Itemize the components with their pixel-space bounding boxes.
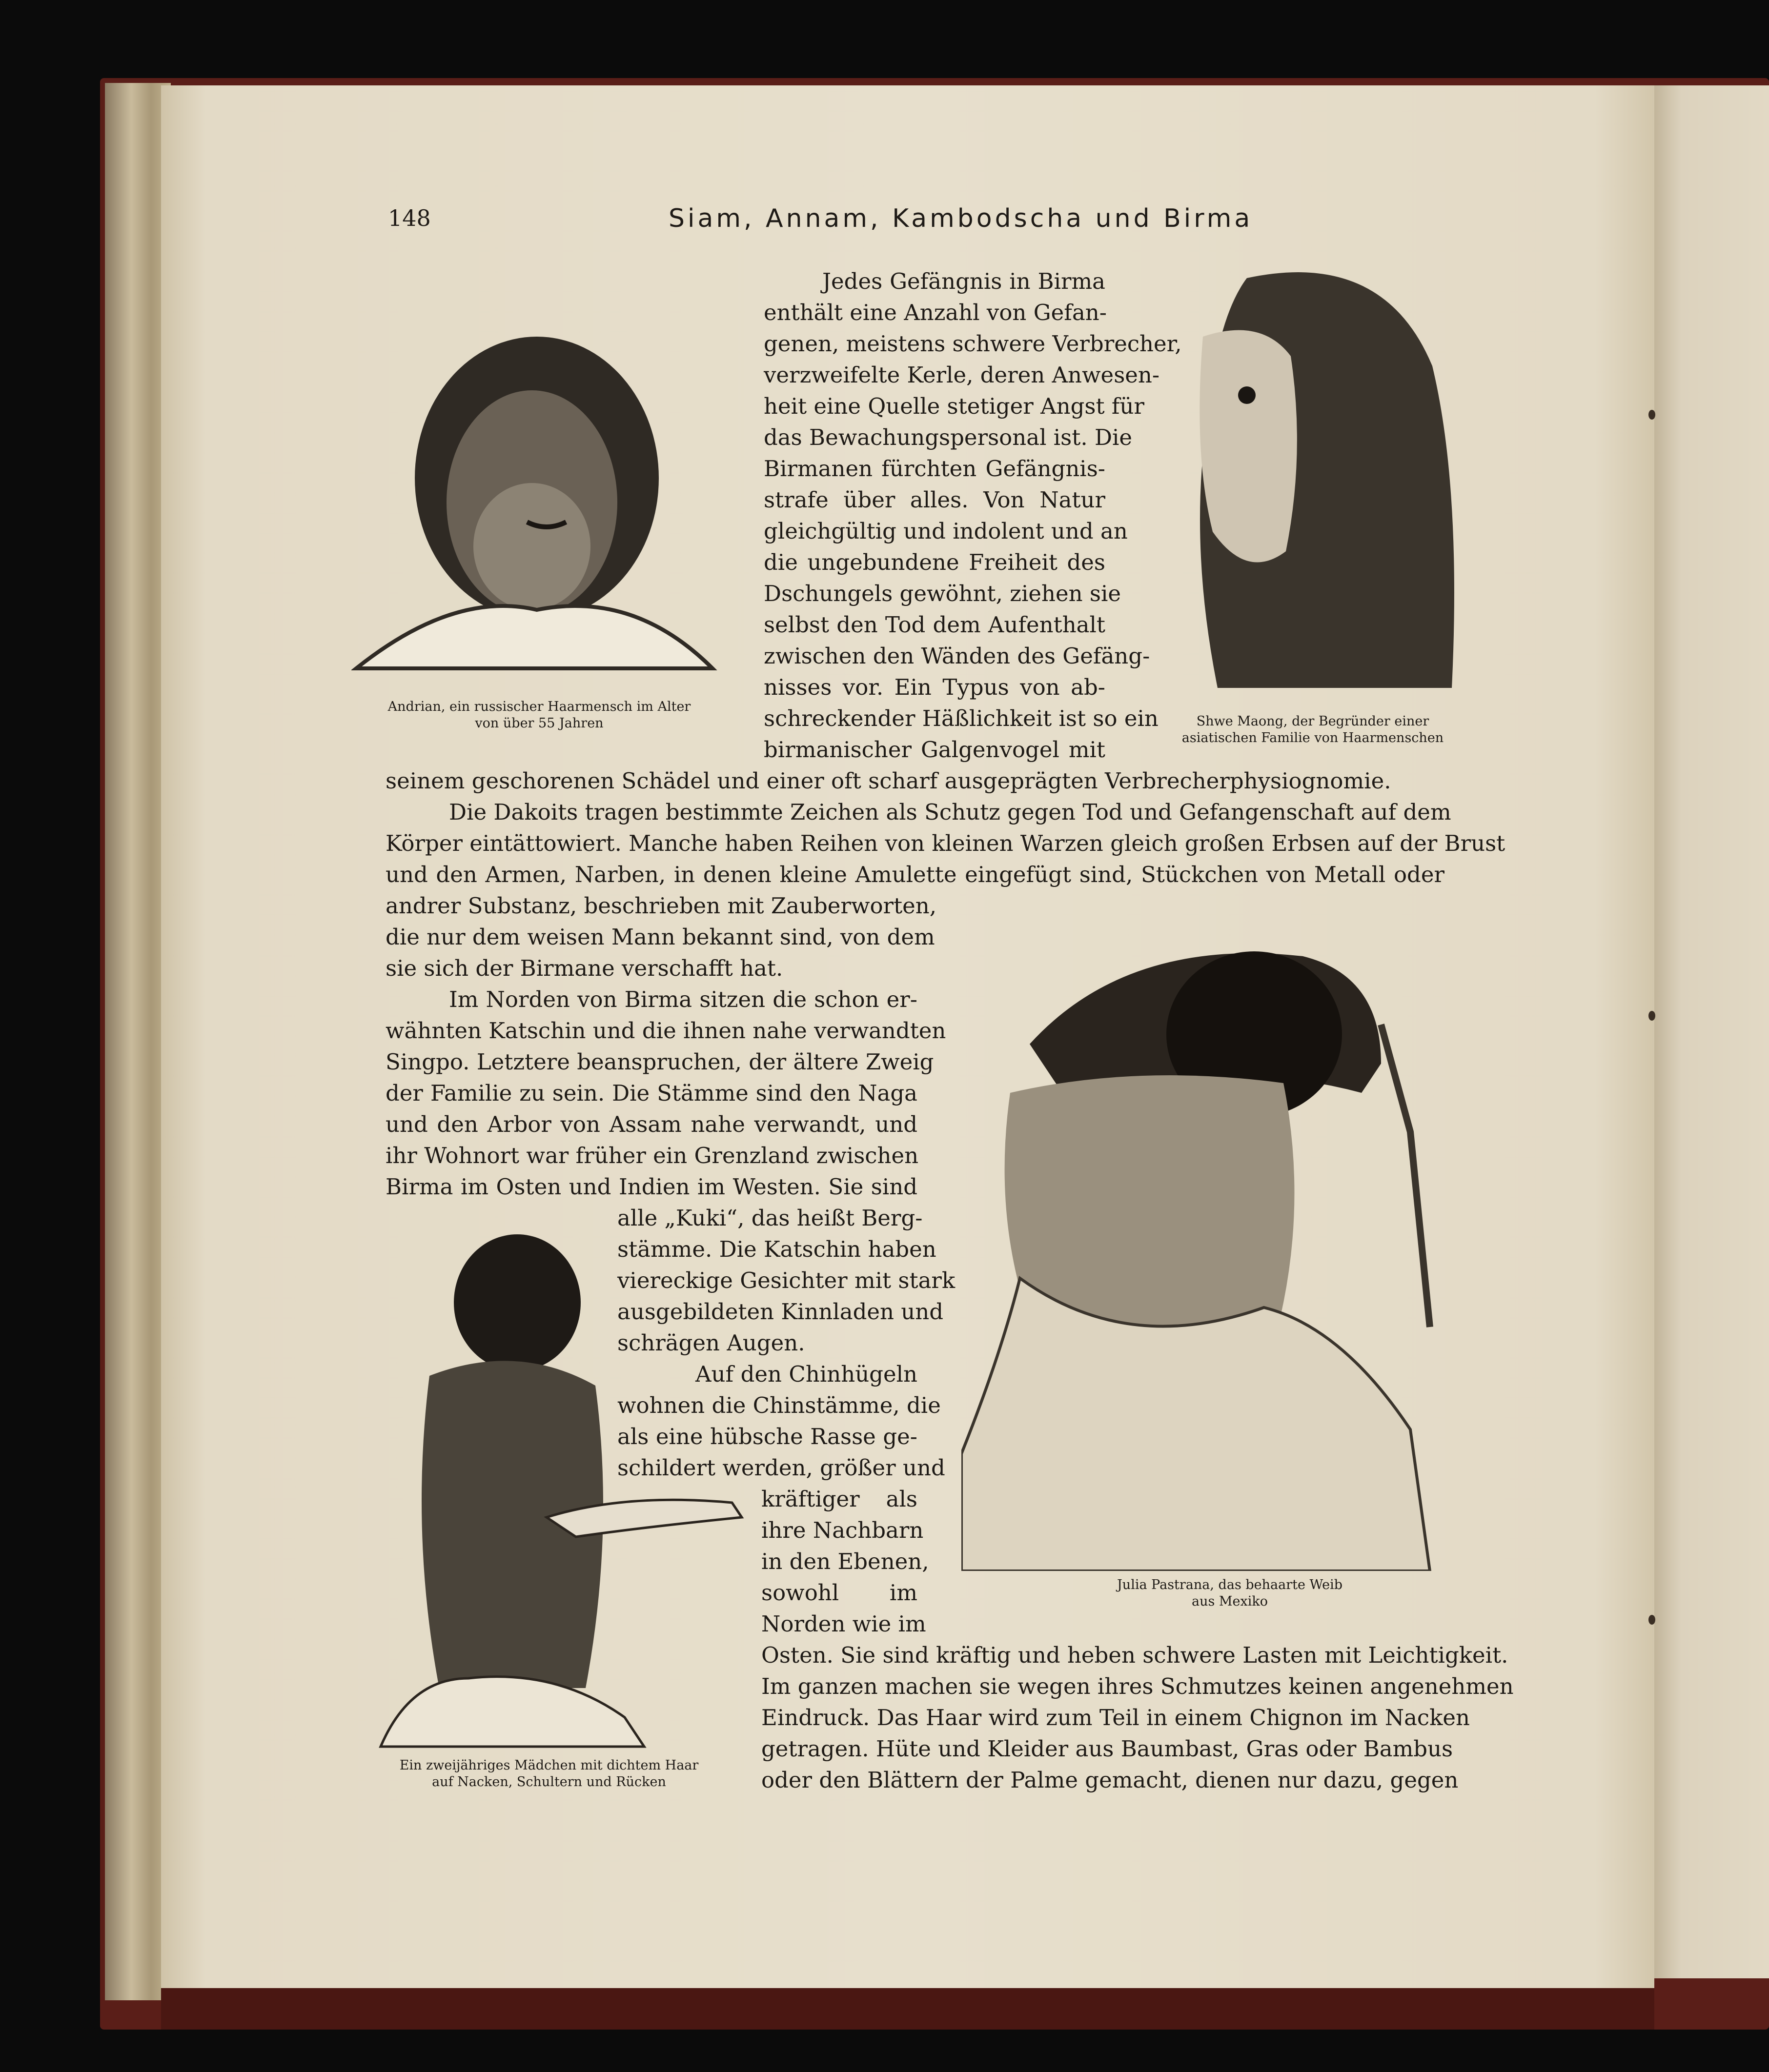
text-block-narrower: kräftiger als ihre Nachbarn in den Ebenen, sowohl im Norden wie im [761, 1486, 929, 1637]
text-block-top: Jedes Gefängnis in Birma enthält eine Anzahl von Gefan- genen, meistens schwere Verbrecher, verzweifelte Kerle, deren Anwesen- heit eine Quelle stetiger Angst für das Bewachungspersonal ist. Die Birmanen fürchten Gefängnis- strafe über alles. Von Natur gleichgültig und indolent und an die ungebundene Freiheit des Dschungels gewöhnt, ziehen sie selbst den Tod dem Aufenthalt zwischen den Wänden des Gefäng- nisses vor. Ein Typus von ab- schreckender Häßlichkeit ist so ein birmanischer Galgenvogel mit [764, 268, 1182, 763]
text-block-full: seinem geschorenen Schädel und einer oft scharf ausgeprägten Verbrecherphysiognomie. Die Dakoits tragen bestimmte Zeichen als Schutz gegen Tod und Gefangenschaft auf dem Körper eintättowiert. Manche haben Reihen von kleinen Warzen gleich großen Erbsen auf der Brust und den Armen, Narben, in denen kleine Amulette eingefügt sind, Stückchen von Metall oder [386, 768, 1505, 887]
binding-mark [1648, 1615, 1655, 1625]
illustration-julia-pastrana [961, 937, 1469, 1571]
binding-mark [1648, 410, 1655, 420]
illustration-shwe-maong [1149, 259, 1471, 698]
text-block-left: andrer Substanz, beschrieben mit Zauberworten, die nur dem weisen Mann bekannt sind, von dem sie sich der Birmane verschafft hat. Im Norden von Birma sitzen die schon er- wähnten Katschin und die ihnen nahe verwandten Singpo. Letztere beanspruchen, der ältere Zweig der Familie zu sein. Die Stämme sind den Naga und den Arbor von Assam nahe verwandt, und ihr Wohnort war früher ein Grenzland zwischen Birma im Osten und Indien im Westen. Sie sind [386, 893, 946, 1200]
text-block-narrow: alle „Kuki“, das heißt Berg- stämme. Die Katschin haben viereckige Gesichter mit stark ausgebildeten Kinnladen und schrägen Augen. Auf den Chinhügeln wohnen die Chinstämme, die als eine hübsche Rasse ge- schildert werden, größer und [617, 1205, 956, 1481]
facing-page-edge [1652, 85, 1769, 1978]
caption-julia-pastrana: Julia Pastrana, das behaarte Weib aus Mexiko [1117, 1577, 1342, 1609]
illustration-andrian [351, 317, 717, 688]
running-title: Siam, Annam, Kambodscha und Birma [669, 204, 1253, 233]
page-number: 148 [388, 205, 431, 231]
caption-shwe-maong: Shwe Maong, der Begründer einer asiatischen Familie von Haarmenschen [1181, 714, 1444, 745]
caption-andrian: Andrian, ein russischer Haarmensch im Alter von über 55 Jahren [387, 699, 691, 731]
cover-bottom-edge [161, 1988, 1654, 2030]
caption-girl: Ein zweijähriges Mädchen mit dichtem Haar auf Nacken, Schultern und Rücken [399, 1758, 699, 1790]
binding-mark [1648, 1011, 1655, 1021]
text-block-bottom: Osten. Sie sind kräftig und heben schwere Lasten mit Leichtigkeit. Im ganzen machen sie wegen ihres Schmutzes keinen angenehmen Eindruck. Das Haar wird zum Teil in einem Chignon im Nacken getragen. Hüte und Kleider aus Baumbast, Gras oder Bambus oder den Blättern der Palme gemacht, dienen nur dazu, gegen [761, 1642, 1514, 1793]
